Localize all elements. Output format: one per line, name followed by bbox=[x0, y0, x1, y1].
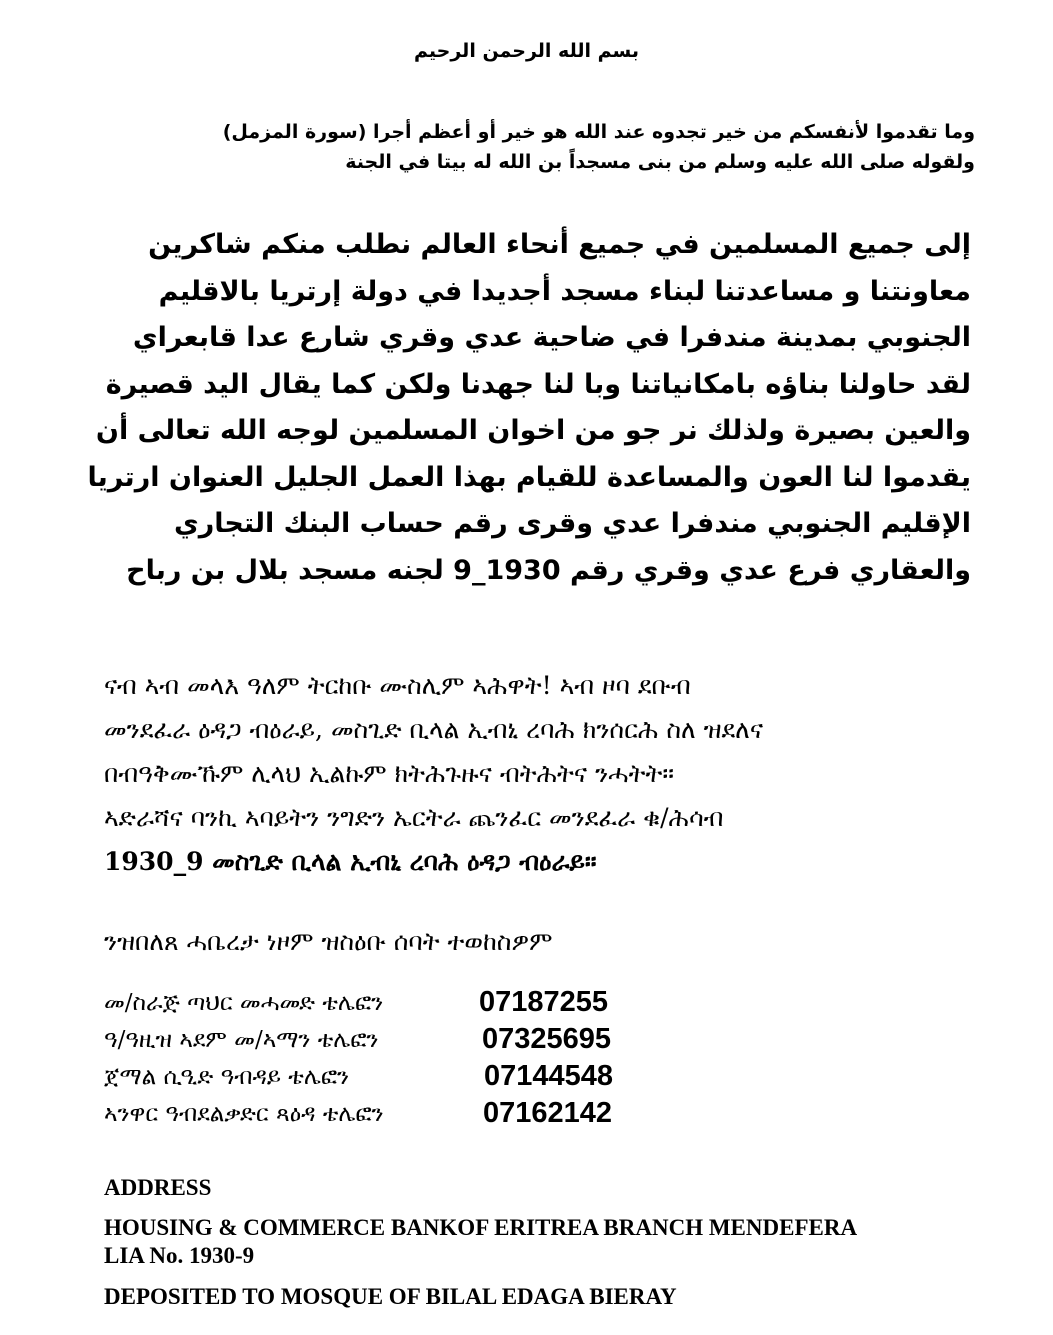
tigrinya-appeal-line: በብዓቅሙኹም ሊላህ ኢልኩም ክትሕጉዙና ብትሕትና ንሓትት። bbox=[104, 759, 675, 788]
contact-phone: 07162142 bbox=[483, 1097, 613, 1129]
contact-row bbox=[104, 1058, 613, 1095]
arabic-appeal-line: والعين بصيرة ولذلك نر جو من اخوان المسلمين لوجه الله تعالى أن bbox=[95, 415, 971, 446]
arabic-appeal-line: والعقاري فرع عدي وقري رقم 1930_9 لجنه مسجد بلال بن رباح bbox=[126, 554, 971, 586]
arabic-appeal-line: الجنوبي بمدينة مندفرا في ضاحية عدي وقري شارع عدا قابعراي bbox=[132, 322, 971, 353]
contact-name: ኣንዋር ዓብደልቃድር ጻዕዳ ቴሌፎን bbox=[104, 1100, 384, 1127]
arabic-appeal-line: إلى جميع المسلمين في جميع أنحاء العالم نطلب منكم شاكرين bbox=[148, 229, 971, 260]
arabic-appeal bbox=[87, 222, 971, 594]
tigrinya-appeal-line: 1930_9 መስጊድ ቢላል ኢብኒ ረባሕ ዕዳጋ ብዕራይ። bbox=[104, 847, 597, 876]
tigrinya-appeal bbox=[104, 664, 984, 884]
contact-row bbox=[104, 984, 613, 1021]
contact-row bbox=[104, 1095, 613, 1132]
contact-phone: 07325695 bbox=[482, 1023, 612, 1055]
arabic-appeal-line: لقد حاولنا بناؤه بامكانياتنا وبا لنا جهدنا ولكن كما يقال اليد قصيرة bbox=[105, 368, 971, 400]
arabic-appeal-line: معاونتنا و مساعدتنا لبناء مسجد أجديدا في دولة إرتريا بالاقليم bbox=[158, 275, 971, 307]
quran-verse-line: وما تقدموا لأنفسكم من خير تجدوه عند الله هو خير أو أعظم أجرا (سورة المزمل) bbox=[222, 121, 975, 143]
bank-line: HOUSING & COMMERCE BANKOF ERITREA BRANCH MENDEFERA bbox=[104, 1215, 858, 1240]
contact-name: መ/ስራጅ ጣህር መሓመድ ቴሌፎን bbox=[104, 989, 384, 1016]
contact-phone: 07144548 bbox=[484, 1060, 614, 1092]
deposit-line: DEPOSITED TO MOSQUE OF BILAL EDAGA BIERAY bbox=[104, 1284, 677, 1309]
arabic-appeal-line: يقدموا لنا العون والمساعدة للقيام بهذا العمل الجليل العنوان ارتريا bbox=[87, 461, 971, 493]
account-line: LIA No. 1930-9 bbox=[104, 1243, 255, 1268]
basmala: بسم الله الرحمن الرحيم bbox=[414, 40, 639, 62]
tigrinya-appeal-line: ናብ ኣብ መላእ ዓለም ትርከቡ ሙስሊም ኣሕዋት! ኣብ ዞባ ደቡብ bbox=[104, 671, 691, 700]
contact-name: ጀማል ሲዒድ ዓብዳይ ቴሌፎን bbox=[104, 1063, 350, 1090]
address-heading: ADDRESS bbox=[104, 1175, 212, 1200]
contact-phone: 07187255 bbox=[479, 986, 609, 1018]
contact-intro: ንዝበለጸ ሓቤረታ ነዞም ዝስዕቡ ሰባት ተወከስዎም bbox=[104, 927, 553, 956]
contact-name: ዓ/ዓዚዝ ኣደም መ/ኣማን ቴሌፎን bbox=[104, 1026, 379, 1053]
hadith-line: ولقوله صلى الله عليه وسلم من بنى مسجداً بن الله له بيتا في الجنة bbox=[345, 151, 975, 173]
contact-list bbox=[104, 984, 613, 1132]
tigrinya-appeal-line: ኣድራሻና ባንኪ ኣባይትን ንግድን ኤርትራ ጨንፈር መንደፈራ ቁ/ሕሳብ bbox=[104, 803, 724, 832]
contact-row bbox=[104, 1021, 613, 1058]
tigrinya-appeal-line: መንደፈራ ዕዳጋ ብዕራይ, መስጊድ ቢላል ኢብኒ ረባሕ ክንሰርሕ ስለ ዝደለና bbox=[104, 715, 764, 744]
arabic-appeal-line: الإقليم الجنوبي مندفرا عدي وقرى رقم حساب البنك التجاري bbox=[173, 508, 971, 539]
